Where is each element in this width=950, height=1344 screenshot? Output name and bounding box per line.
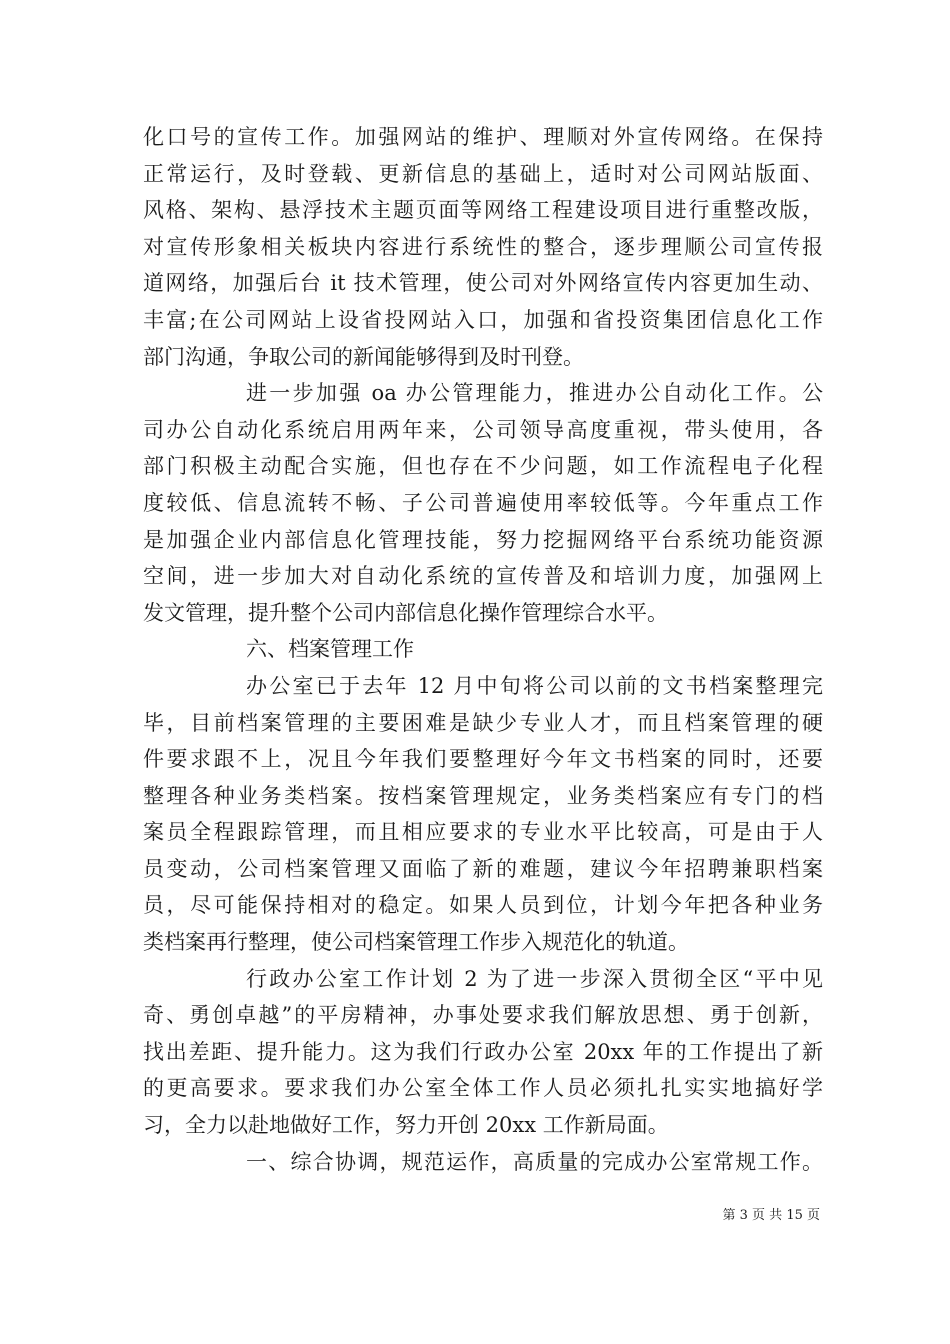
text-line: 是加强企业内部信息化管理技能，努力挖掘网络平台系统功能资源 bbox=[143, 527, 823, 552]
text-line: 部门积极主动配合实施，但也存在不少问题，如工作流程电子化程 bbox=[143, 454, 823, 479]
text-line: 件要求跟不上，况且今年我们要整理好今年文书档案的同时，还要 bbox=[143, 747, 823, 772]
text-line: 化口号的宣传工作。加强网站的维护、理顺对外宣传网络。在保持 bbox=[143, 125, 823, 149]
text-line: 正常运行，及时登载、更新信息的基础上，适时对公司网站版面、 bbox=[143, 161, 823, 186]
text-line: 找出差距、提升能力。这为我们行政办公室 20xx 年的工作提出了新 bbox=[143, 1039, 823, 1064]
text-line: 行政办公室工作计划 2 为了进一步深入贯彻全区“平中见 bbox=[246, 966, 823, 991]
text-line: 员，尽可能保持相对的稳定。如果人员到位，计划今年把各种业务 bbox=[143, 893, 823, 918]
text-line: 道网络，加强后台 it 技术管理，使公司对外网络宣传内容更加生动、 bbox=[143, 271, 823, 296]
section-heading: 一、综合协调，规范运作，高质量的完成办公室常规工作。 bbox=[246, 1149, 823, 1174]
text-line: 丰富;在公司网站上设省投网站入口，加强和省投资集团信息化工作 bbox=[143, 307, 823, 332]
text-line: 习，全力以赴地做好工作，努力开创 20xx 工作新局面。 bbox=[143, 1113, 669, 1138]
section-heading: 六、档案管理工作 bbox=[246, 637, 414, 662]
text-line: 度较低、信息流转不畅、子公司普遍使用率较低等。今年重点工作 bbox=[143, 490, 823, 515]
document-body bbox=[143, 119, 823, 1180]
text-line: 奇、勇创卓越”的平房精神，办事处要求我们解放思想、勇于创新， bbox=[143, 1003, 823, 1028]
text-line: 办公室已于去年 12 月中旬将公司以前的文书档案整理完 bbox=[246, 673, 823, 698]
text-line: 整理各种业务类档案。按档案管理规定，业务类档案应有专门的档 bbox=[143, 783, 823, 808]
text-line: 进一步加强 oa 办公管理能力，推进办公自动化工作。公 bbox=[246, 381, 823, 406]
text-line: 毕，目前档案管理的主要困难是缺少专业人才，而且档案管理的硬 bbox=[143, 710, 823, 735]
text-line: 发文管理，提升整个公司内部信息化操作管理综合水平。 bbox=[143, 600, 668, 625]
text-line: 司办公自动化系统启用两年来，公司领导高度重视，带头使用，各 bbox=[143, 417, 823, 442]
text-line: 对宣传形象相关板块内容进行系统性的整合，逐步理顺公司宣传报 bbox=[143, 234, 823, 259]
text-line: 风格、架构、悬浮技术主题页面等网络工程建设项目进行重整改版， bbox=[143, 198, 823, 223]
page-number: 第 3 页 共 15 页 bbox=[722, 1208, 820, 1223]
text-line: 空间，进一步加大对自动化系统的宣传普及和培训力度，加强网上 bbox=[143, 564, 823, 589]
text-line: 案员全程跟踪管理，而且相应要求的专业水平比较高，可是由于人 bbox=[143, 820, 823, 845]
text-line: 类档案再行整理，使公司档案管理工作步入规范化的轨道。 bbox=[143, 930, 689, 955]
text-line: 员变动，公司档案管理又面临了新的难题，建议今年招聘兼职档案 bbox=[143, 856, 823, 881]
text-line: 部门沟通，争取公司的新闻能够得到及时刊登。 bbox=[143, 344, 584, 369]
text-line: 的更高要求。要求我们办公室全体工作人员必须扎扎实实地搞好学 bbox=[143, 1076, 823, 1101]
